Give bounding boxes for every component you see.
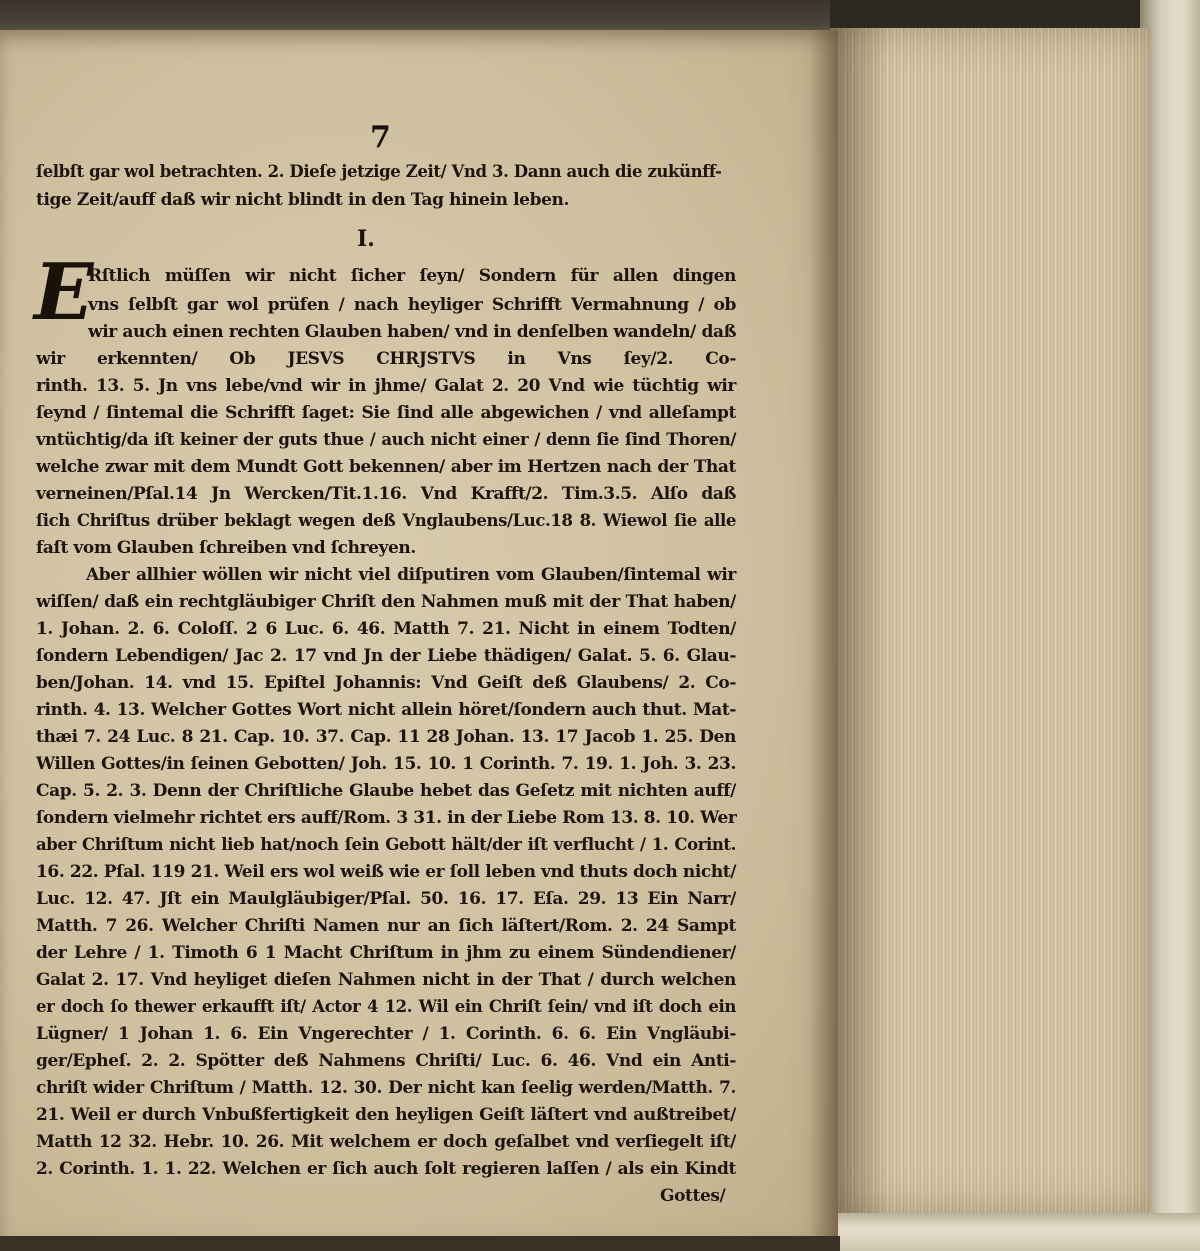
text-line: aber Chriſtum nicht lieb hat/noch ſein Gebott hält/der iſt verflucht / 1. Corint. [36,835,736,854]
text-line: Matth. 7 26. Welcher Chriſti Namen nur an ſich läſtert/Rom. 2. 24 Sampt [36,916,736,936]
text-line: vns ſelbſt gar wol prüfen / nach heyliger Schrifft Vermahnung / ob [88,295,736,315]
drop-cap: E [34,247,94,338]
text-line: ben/Johan. 14. vnd 15. Epiſtel Johannis: Vnd Geiſt deß Glaubens/ 2. Co- [36,673,736,693]
text-line: rinth. 4. 13. Welcher Gottes Wort nicht allein höret/ſondern auch thut. Mat- [36,700,736,720]
text-line: Lügner/ 1 Johan 1. 6. Ein Vngerechter / 1. Corinth. 6. 6. Ein Vngläubi- [36,1024,736,1044]
text-line: der Lehre / 1. Timoth 6 1 Macht Chriſtum in jhm zu einem Sündendiener/ [36,943,736,963]
text-line: wir auch einen rechten Glauben haben/ vnd in denſelben wandeln/ daß [88,322,737,342]
text-line: Rſtlich müſſen wir nicht ſicher ſeyn/ Sondern für allen dingen [88,266,736,286]
text-line: wiſſen/ daß ein rechtgläubiger Chriſt den Nahmen muß mit der That haben/ [36,592,736,612]
page-fore-edge [830,28,1150,1219]
text-line: rinth. 13. 5. Jn vns lebe/vnd wir in jhme/ Galat 2. 20 Vnd wie tüchtig wir [36,376,736,396]
text-line: wir erkennten/ Ob JESVS CHRJSTVS in Vns ſey/2. Co- [36,349,736,369]
text-line: 16. 22. Pſal. 119 21. Weil ers wol weiß wie er ſoll leben vnd thuts doch nicht/ [36,862,737,882]
text-line: welche zwar mit dem Mundt Gott bekennen/ aber im Hertzen nach der That [36,457,736,477]
section-marker: I. [357,226,375,252]
text-line: ſondern Lebendigen/ Jac 2. 17 vnd Jn der Liebe thädigen/ Galat. 5. 6. Glau- [36,646,736,666]
text-line: 2. Corinth. 1. 1. 22. Welchen er ſich auch ſolt regieren laſſen / als ein Kindt [36,1159,736,1179]
text-line: ſeynd / ſintemal die Schrifft ſaget: Sie ſind alle abgewichen / vnd alleſampt [36,403,736,423]
text-line: Aber allhier wöllen wir nicht viel diſputiren vom Glauben/ſintemal wir [86,565,736,585]
text-line: ſelbſt gar wol betrachten. 2. Dieſe jetzige Zeit/ Vnd 3. Dann auch die zukünff- [36,162,722,181]
text-line: verneinen/Pſal.14 Jn Wercken/Tit.1.16. Vnd Krafft/2. Tim.3.5. Alſo daß [36,484,736,504]
text-line: ſich Chriſtus drüber beklagt wegen deß Vnglaubens/Luc.18 8. Wiewol ſie alle [36,511,736,530]
text-line: vntüchtig/da iſt keiner der guts thue / auch nicht einer / denn ſie ſind Thoren/ [36,430,736,449]
text-line: tige Zeit/auff daß wir nicht blindt in den Tag hinein leben. [36,190,569,210]
text-line: 1. Johan. 2. 6. Coloſſ. 2 6 Luc. 6. 46. Matth 7. 21. Nicht in einem Todten/ [36,619,736,639]
text-line: Galat 2. 17. Vnd heyliget dieſen Nahmen nicht in der That / durch welchen [36,970,736,990]
text-line: Cap. 5. 2. 3. Denn der Chriſtliche Glaube hebet das Geſetz mit nichten auff/ [36,781,736,801]
text-line: ſondern vielmehr richtet ers auff/Rom. 3 31. in der Liebe Rom 13. 8. 10. Wer [36,808,737,828]
catchword: Gottes/ [660,1186,726,1206]
text-line: faſt vom Glauben ſchreiben vnd ſchreyen. [36,538,416,558]
text-line: Luc. 12. 47. Jſt ein Maulgläubiger/Pſal. 50. 16. 17. Eſa. 29. 13 Ein Narr/ [36,889,736,909]
bottom-cover-edge [830,1213,1200,1251]
text-line: ger/Epheſ. 2. 2. Spötter deß Nahmens Chriſti/ Luc. 6. 46. Vnd ein Anti- [36,1051,736,1071]
text-line: er doch ſo thewer erkaufft iſt/ Actor 4 12. Wil ein Chriſt ſein/ vnd iſt doch ein [36,997,736,1016]
page-bottom-shadow [0,1236,840,1251]
text-line: 21. Weil er durch Vnbußfertigkeit den heyligen Geiſt läſtert vnd außtreibet/ [36,1105,736,1125]
text-line: thæi 7. 24 Luc. 8 21. Cap. 10. 37. Cap. 11 28 Johan. 13. 17 Jacob 1. 25. Den [36,727,736,747]
page-number: 7 [370,120,391,155]
text-line: Matth 12 32. Hebr. 10. 26. Mit welchem er doch geſalbet vnd verſiegelt iſt/ [36,1132,736,1152]
text-line: chriſt wider Chriſtum / Matth. 12. 30. Der nicht kan ſeelig werden/Matth. 7. [36,1078,736,1098]
text-line: Willen Gottes/in ſeinen Gebotten/ Joh. 15. 10. 1 Corinth. 7. 19. 1. Joh. 3. 23. [36,754,736,774]
